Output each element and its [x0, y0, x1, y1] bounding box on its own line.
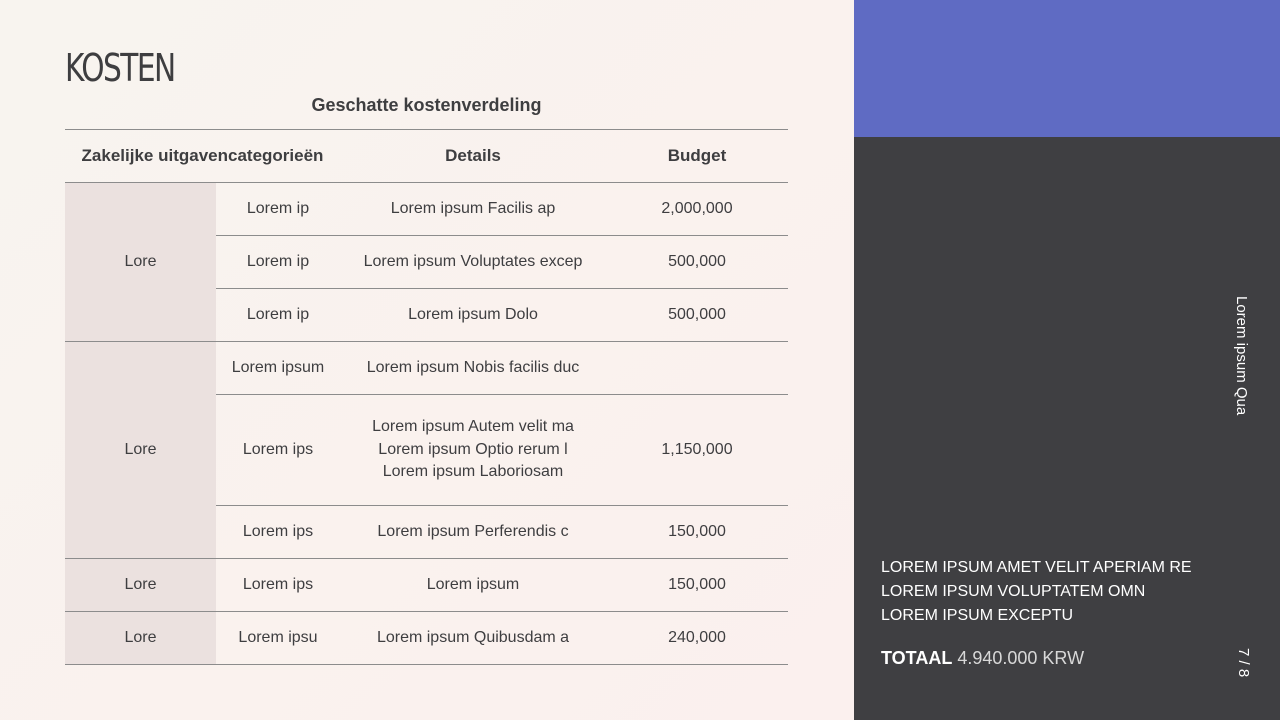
subcategory-cell: Lorem ipsu [216, 612, 340, 665]
details-line: Lorem ipsum Laboriosam [382, 463, 564, 481]
budget-cell: 150,000 [606, 506, 788, 559]
details-cell: Lorem ipsum Facilis ap [340, 183, 606, 236]
table-row [65, 612, 788, 665]
details-cell: Lorem ipsum Quibusdam a [340, 612, 606, 665]
accent-block [854, 0, 1280, 137]
details-cell: Lorem ipsum Dolo [340, 289, 606, 342]
details-cell: Lorem ipsum Voluptates excep [340, 236, 606, 289]
subcategory-cell: Lorem ips [216, 506, 340, 559]
summary-line: LOREM IPSUM VOLUPTATEM OMN [881, 583, 1146, 600]
budget-cell: 1,150,000 [606, 395, 788, 506]
subcategory-cell: Lorem ips [216, 395, 340, 506]
table-caption: Geschatte kostenverdeling [311, 95, 542, 115]
budget-cell: 150,000 [606, 559, 788, 612]
summary-text [881, 556, 1192, 628]
details-cell: Lorem ipsum Perferendis c [340, 506, 606, 559]
budget-cell: 240,000 [606, 612, 788, 665]
total-label: TOTAAL [881, 648, 953, 668]
table-row [65, 183, 788, 236]
budget-cell [606, 342, 788, 395]
budget-cell: 2,000,000 [606, 183, 788, 236]
details-cell [340, 395, 606, 506]
budget-cell: 500,000 [606, 236, 788, 289]
summary-line: LOREM IPSUM EXCEPTU [881, 607, 1074, 624]
category-cell: Lore [65, 559, 216, 612]
vertical-label: Lorem ipsum Qua [1233, 296, 1250, 416]
page-number: 7 / 8 [1235, 648, 1252, 678]
subcategory-cell: Lorem ipsum [216, 342, 340, 395]
cost-table [65, 129, 788, 665]
summary-line: LOREM IPSUM AMET VELIT APERIAM RE [881, 559, 1192, 576]
category-cell: Lore [65, 183, 216, 342]
table-header-row [65, 130, 788, 183]
details-cell: Lorem ipsum [340, 559, 606, 612]
budget-cell: 500,000 [606, 289, 788, 342]
category-cell: Lore [65, 612, 216, 665]
category-cell: Lore [65, 342, 216, 559]
details-line: Lorem ipsum Autem velit ma [372, 418, 574, 436]
header-budget: Budget [606, 130, 788, 183]
table-row [65, 559, 788, 612]
header-details: Details [340, 130, 606, 183]
table-row [65, 342, 788, 395]
details-line: Lorem ipsum Optio rerum l [378, 440, 568, 458]
total-value: 4.940.000 KRW [957, 648, 1085, 668]
subcategory-cell: Lorem ip [216, 236, 340, 289]
subcategory-cell: Lorem ip [216, 183, 340, 236]
header-category: Zakelijke uitgavencategorieën [65, 130, 340, 183]
total-row [881, 648, 1084, 669]
subcategory-cell: Lorem ip [216, 289, 340, 342]
details-cell: Lorem ipsum Nobis facilis duc [340, 342, 606, 395]
subcategory-cell: Lorem ips [216, 559, 340, 612]
page-title: KOSTEN [65, 46, 175, 90]
